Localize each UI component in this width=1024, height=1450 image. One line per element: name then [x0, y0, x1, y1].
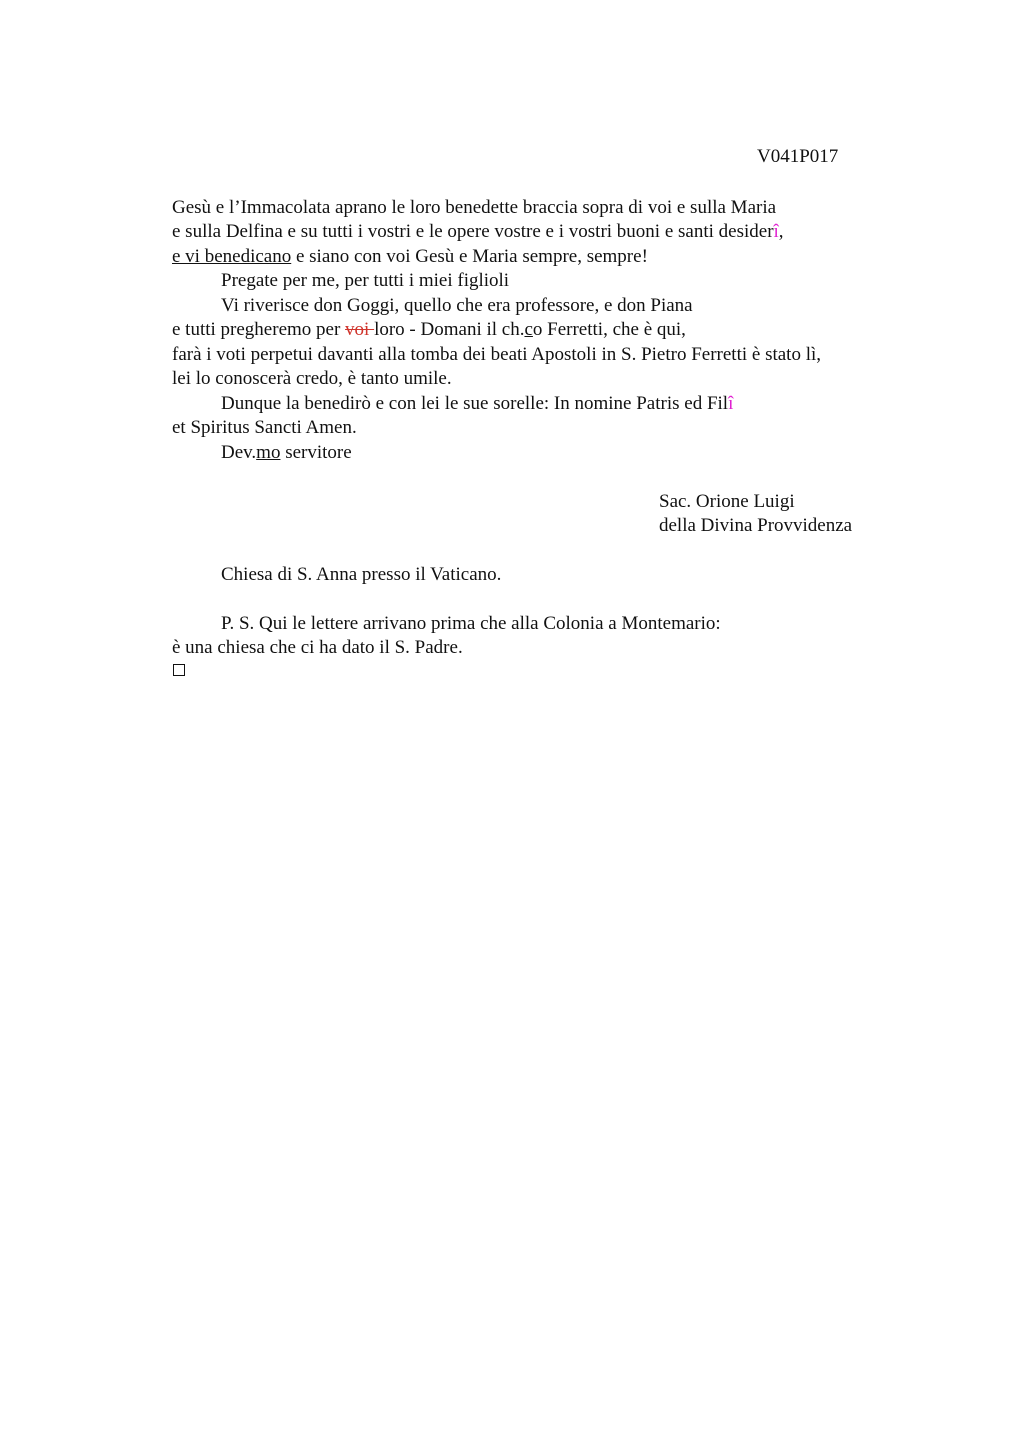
body-line-9: [221, 392, 733, 416]
checkbox-square-icon: [173, 664, 185, 676]
closing-line: [221, 441, 352, 465]
text-run: Dunque la benedirò e con lei le sue sorelle: In nomine Patris ed Fil: [221, 393, 729, 414]
text-run: e siano con voi Gesù e Maria sempre, sempre!: [291, 246, 648, 267]
body-line-5: Vi riverisce don Goggi, quello che era professore, e don Piana: [221, 295, 693, 316]
text-run: servitore: [280, 442, 352, 463]
postscript-line-1: P. S. Qui le lettere arrivano prima che alla Colonia a Montemario:: [221, 613, 721, 634]
place-line: Chiesa di S. Anna presso il Vaticano.: [221, 564, 502, 585]
body-line-1: Gesù e l’Immacolata aprano le loro benedette braccia sopra di voi e sulla Maria: [172, 197, 777, 218]
signature-affiliation: della Divina Provvidenza: [659, 515, 853, 536]
body-line-8: lei lo conoscerà credo, è tanto umile.: [172, 368, 452, 389]
underlined-text: e vi benedicano: [172, 246, 292, 267]
text-run: loro - Domani il ch.: [374, 319, 525, 340]
underlined-text: mo: [256, 442, 281, 463]
signature-name: Sac. Orione Luigi: [659, 491, 795, 512]
body-line-2: [172, 220, 784, 244]
body-line-3: [172, 245, 648, 269]
page-id: V041P017: [757, 146, 839, 167]
body-line-7: farà i voti perpetui davanti alla tomba dei beati Apostoli in S. Pietro Ferretti è stato lì,: [172, 344, 822, 365]
text-run: e tutti pregheremo per: [172, 319, 346, 340]
text-run: Dev.: [221, 442, 257, 463]
struck-text: voi: [345, 319, 375, 340]
highlighted-char: î: [728, 393, 734, 414]
highlighted-char: î: [773, 221, 779, 242]
text-run: e sulla Delfina e su tutti i vostri e le opere vostre e i vostri buoni e santi desider: [172, 221, 774, 242]
text-run: o Ferretti, che è qui,: [532, 319, 686, 340]
body-line-6: [172, 318, 686, 342]
text-run: ,: [778, 221, 784, 242]
body-line-10: et Spiritus Sancti Amen.: [172, 417, 357, 438]
body-line-4: Pregate per me, per tutti i miei figlioli: [221, 270, 510, 291]
underlined-text: c: [524, 319, 533, 340]
postscript-line-2: è una chiesa che ci ha dato il S. Padre.: [172, 637, 463, 658]
